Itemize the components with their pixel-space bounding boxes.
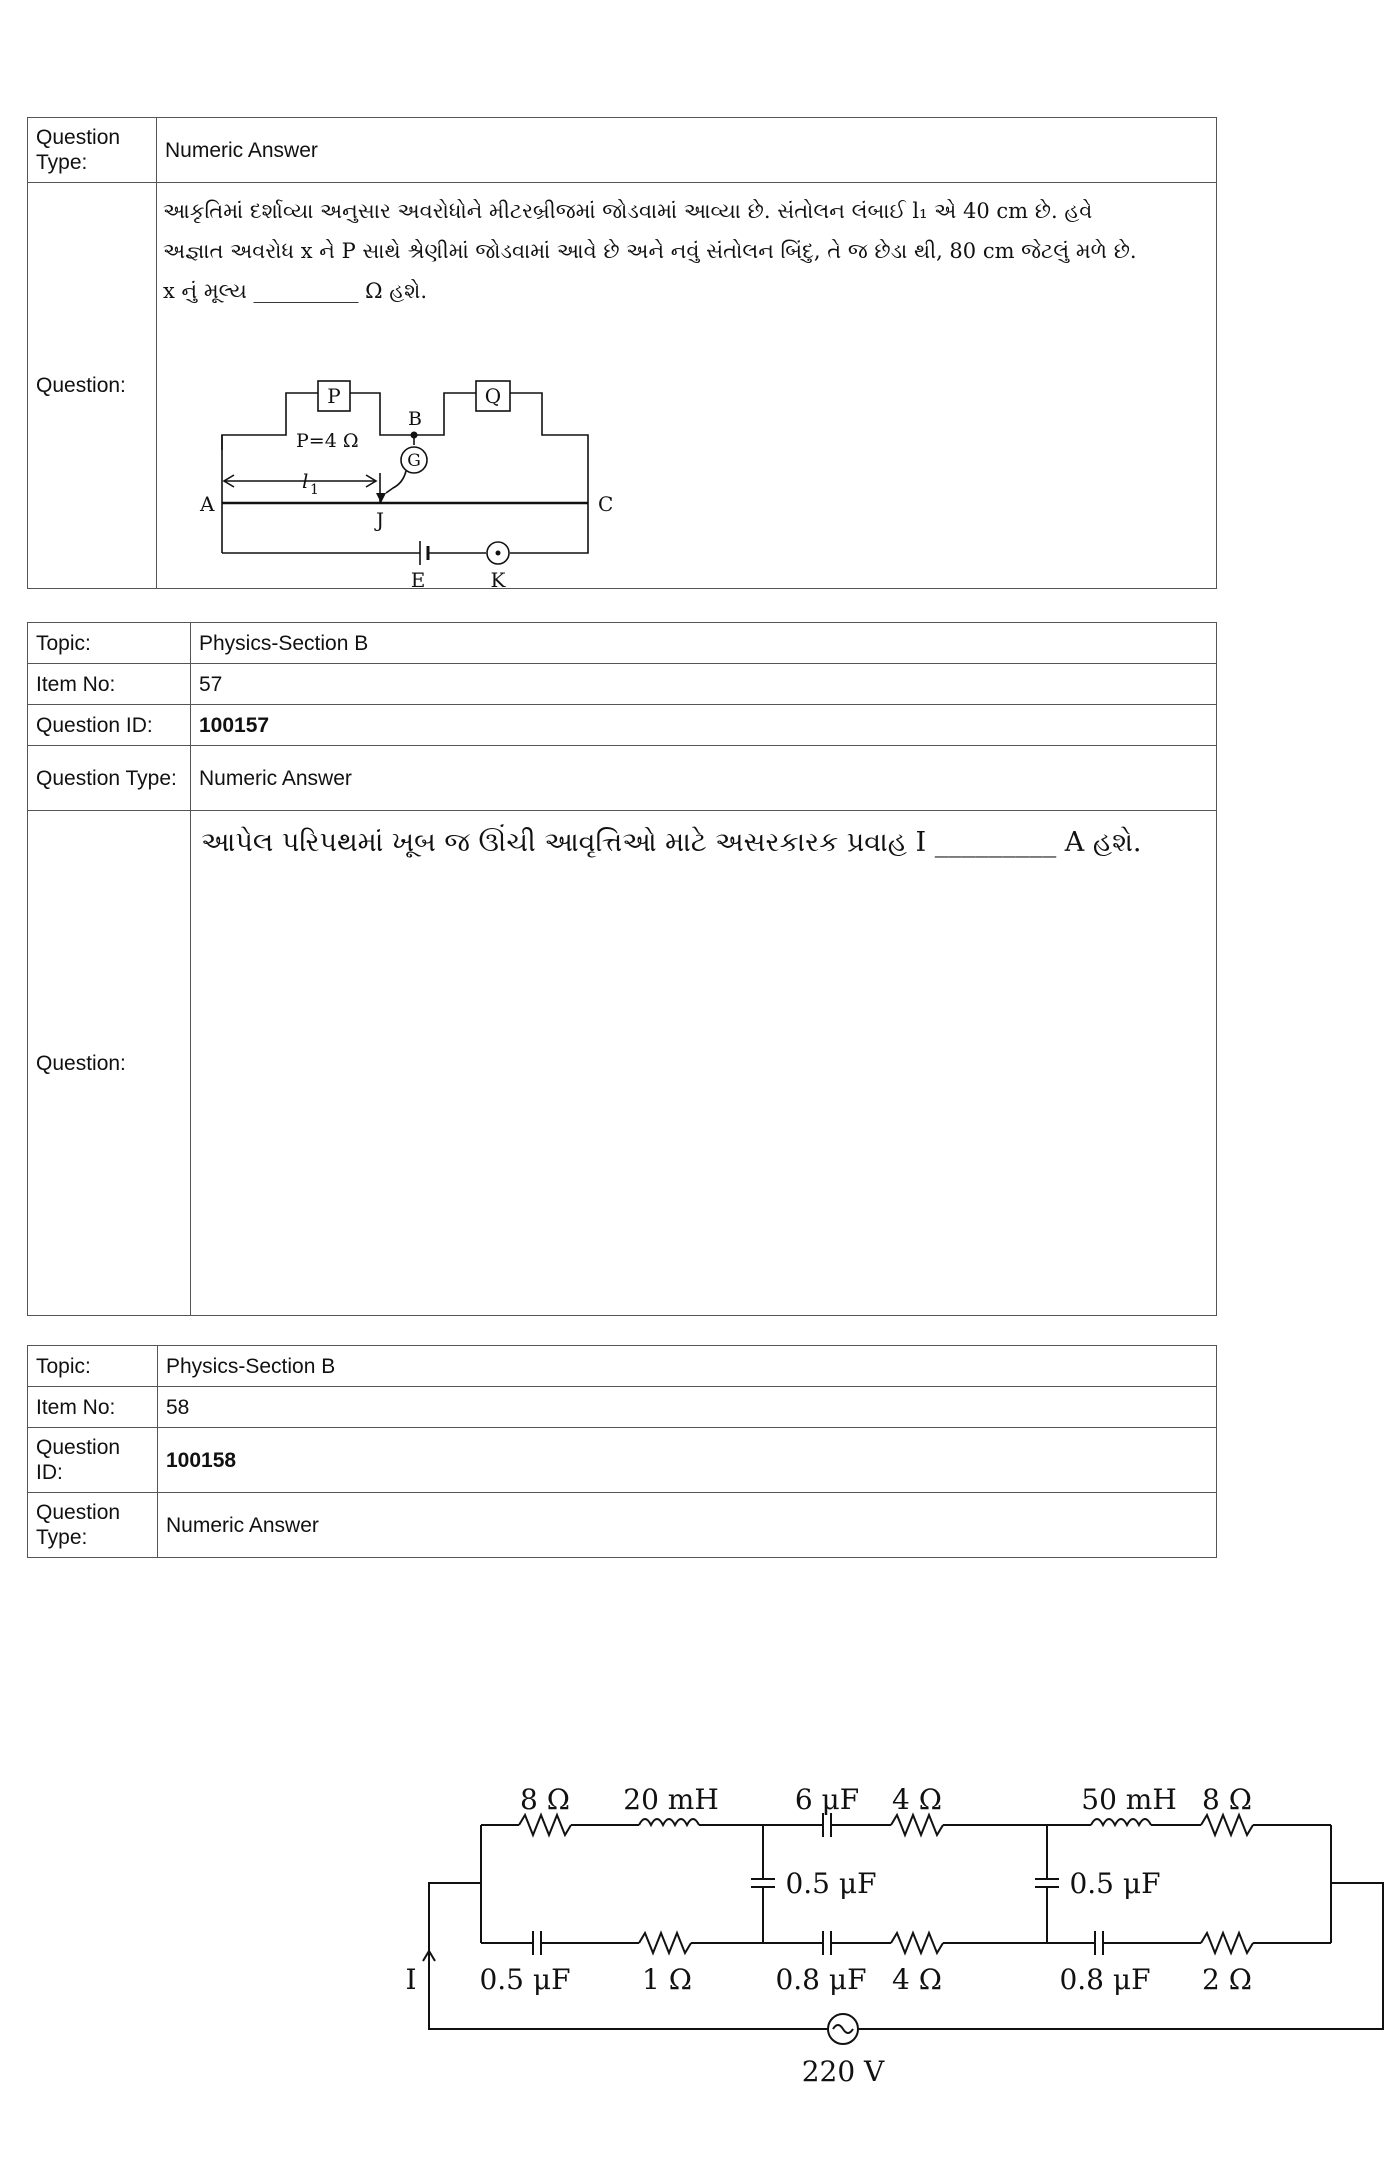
inductor-label: 50 mH (1081, 1783, 1177, 1816)
question-id-value: 100158 (158, 1428, 1217, 1493)
topic-label: Topic: (28, 1346, 158, 1387)
question-text (157, 183, 1216, 311)
node-j-label: J (375, 507, 384, 532)
meter-bridge-diagram (198, 343, 618, 593)
question-table-1 (27, 117, 1217, 592)
question-line: આકૃતિમાં દર્શાવ્યા અનુસાર અવરોધોને મીટરબ્રીજમાં જોડવામાં આવ્યા છે. સંતોલન લંબાઈ l₁ એ 40 cm છે. હવે (163, 199, 1093, 223)
question-line: x નું મૂલ્ય __________ Ω હશે. (163, 279, 428, 303)
l1-subscript: 1 (309, 481, 319, 498)
resistor-label: 8 Ω (520, 1783, 570, 1816)
capacitor-label: 0.8 μF (1059, 1963, 1151, 1996)
question-id-label: Question ID: (28, 1428, 158, 1493)
question-type-label: Question Type: (28, 1493, 158, 1558)
question-type-value: Numeric Answer (157, 118, 1217, 183)
question-type-value: Numeric Answer (191, 746, 1217, 811)
inductor-label: 20 mH (623, 1783, 719, 1816)
node-a-label: A (199, 491, 214, 516)
item-no-label: Item No: (28, 664, 191, 705)
battery-e-label: E (410, 567, 425, 592)
current-label: I (405, 1963, 417, 1996)
question-type-label: Question Type: (28, 118, 157, 183)
p-value-label: P=4 Ω (295, 429, 359, 452)
capacitor-label: 0.5 μF (785, 1867, 877, 1900)
ac-circuit-diagram (391, 1783, 1391, 2163)
question-id-value: 100157 (191, 705, 1217, 746)
topic-label: Topic: (28, 623, 191, 664)
topic-value: Physics-Section B (191, 623, 1217, 664)
question-text: આપેલ પરિપથમાં ખૂબ જ ઊંચી આવૃત્તિઓ માટે અસરકારક પ્રવાહ I _________ A હશે. (201, 827, 1142, 858)
item-no-value: 57 (191, 664, 1217, 705)
source-voltage-label: 220 V (801, 2055, 885, 2088)
resistor-label: 8 Ω (1202, 1783, 1252, 1816)
galvanometer-label: G (406, 450, 421, 471)
node-c-label: C (597, 491, 613, 516)
key-k-label: K (490, 567, 505, 592)
topic-value: Physics-Section B (158, 1346, 1217, 1387)
box-q-label: Q (484, 383, 501, 408)
capacitor-label: 0.8 μF (775, 1963, 867, 1996)
capacitor-label: 0.5 μF (1069, 1867, 1161, 1900)
capacitor-label: 0.5 μF (479, 1963, 571, 1996)
question-type-value: Numeric Answer (158, 1493, 1217, 1558)
resistor-label: 4 Ω (892, 1783, 942, 1816)
question-cell (157, 183, 1217, 592)
box-p-label: P (326, 383, 341, 408)
capacitor-label: 6 μF (794, 1783, 860, 1816)
question-line: અજ્ઞાત અવરોધ x ને P સાથે શ્રેણીમાં જોડવામાં આવે છે અને નવું સંતોલન બિંદુ, તે જ છેડા થી, 80 cm જેટલું મળે છે. (163, 239, 1137, 263)
resistor-label: 2 Ω (1202, 1963, 1252, 1996)
resistor-label: 1 Ω (642, 1963, 692, 1996)
resistor-label: 4 Ω (892, 1963, 942, 1996)
question-label: Question: (28, 183, 157, 589)
item-no-value: 58 (158, 1387, 1217, 1428)
question-label: Question: (28, 811, 191, 1316)
item-no-label: Item No: (28, 1387, 158, 1428)
l1-label: l (301, 468, 308, 493)
question-id-label: Question ID: (28, 705, 191, 746)
question-table-3 (27, 1345, 1217, 1558)
node-b-label: B (407, 407, 422, 430)
question-type-label: Question Type: (28, 746, 191, 811)
